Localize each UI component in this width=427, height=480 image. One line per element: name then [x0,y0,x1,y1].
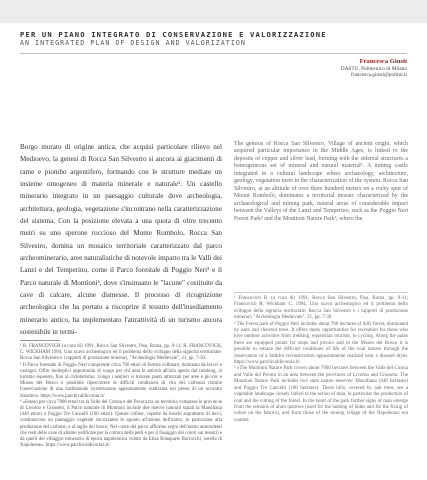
title-italian: PER UN PIANO INTEGRATO DI CONSERVAZIONE E VALORIZZAZIONE [20,30,327,39]
author-name: Francesca Giusti [359,58,407,65]
footnote-en-1: ¹ Francovich R. (a cura di) 1991, Rocca San Silvestro, Pisa, Roma, pp. 9-11; Francovich R, Wickham C. 1994, Uno scavo archeologico ed il problema dello sviluppo della signoria territoriale: Rocca San Silvestro e i rapporti di produzione minerari, "Archeologia Medievale", 21, pp. 7-30. [234,296,408,321]
footnote-rule [20,340,60,341]
footnote-it-3: ³ «Esteso per circa 7000 ettari tra la Valle del Cornia e del Pecora tra un territorio comprese le provincie di Livorno e Grosseto, il Parco naturale di Montioni include due riserve naturali statali la Marsiliana (440 ettari) e Poggio Tre Cancelli (100 ettari). Queste colline, coperte da boschi soprattutto di lecci, costituiscono un paesaggio vegetale riscrizzante lo agonio all'azione dell'uomo, in particolare alla produzione del carbone, e al taglio del bosco. Nel cuore del parco affiorino segni dell'uomo antecedenti che resti delle cave di allume (edificate per la cottura della pelli e per il fissaggio dei colori sui tessuti) e da quelli del villaggio minerario di epoca napoleonica voluto da Elisa Bonaparte Baciocchi, sorella di Napoleone». https://www.parchivaldicornia.it/ [20,399,222,449]
english-paragraph: The genesis of Rocca San Silvestro, Village of ancient origin, which acquired particular importance in the Middle Ages, is linked to the deposits of copper and silver lead, forming with the sidereal structures a homogeneous set of mineral and natural material¹. A mining castle integrated in a cultural landscape where archaeology, architecture, geology, vegetation meet in the characterization of the system. Rocca San Silvestro, at an altitude of over three hundred meters on a rocky spur of Mount Rombolo, dominates a territorial mosaic characterized by the archaeological and mining park, natural areas of considerable impact between the Valleys of the Lanzi and Temperino, such as the Poggio Neri Forest Park² and the Montioni Nature Park³, where the [234,141,408,222]
italian-paragraph: Borgo murato di origine antica, che acquisì particolare rilievo nel Medioevo, la genesi di Rocca San Silvestro si ancora ai giacimenti di rame e piombo argentifero, formando con le strutture mediate un insieme omogeneo di materia minerale e naturale¹. Un castello minerario integrato in un paesaggio culturale dove archeologia, architettura, geologia, vegetazione s'incontrano nella caratterizzazione del sistema. Con la posizione elevata a una quota di oltre trecento metri su uno sperone roccioso del Monte Rombolo, Rocca San Silvestro, domina un mosaico territoriale caratterizzato dal parco archeominerario, aree naturalistiche di notevole impatto tra le Valli dei Lanzi e del Temperino, come il Parco forestale di Poggio Neri² e il Parco naturale di Montioni³, dove s'insinuano le "lacune" costituite da cave di calcare, alcune dismesse. Il processo di ricognizione archeologica che ha portato a riscoprire il tessuto dell'insediamento minerario antico, ha implementato l'attrattività di un turismo ancora sostenibile in termi- [20,143,222,337]
footnote-it-2: ² Il Parco forestale di Poggio Neri comprende circa 700 ettari di foresta collinare, dominata da leccci e castagni. Offre molteplici opportunità di svago per chi ama le attività all'aria aperta dal trekking, al turismo equestre, fino al cicloturismo. Lungo i sentieri si trovano punti attrezzati per aree e pic-nic e Museo del Bosco è possibile ripercorrere le difficili condizioni di vita dei carbonai tramite l'osservazione di una tradizionale ricostruzione appositamente realizzata nei pressi di un accurato dinamico. https://www.parchivaldicornia.it/ [20,362,222,399]
author-block [341,59,407,79]
footnote-en-3: ³ «The Montioni Nature Park covers about 7000 hectares between the Valle del Cornia and Valle del Pecora in an area between the provinces of Livorno and Grosseto. The Montioni Nature Park includes two state nature reserves: Marsiliana (440 hectares) and Poggio Tre Cancelli (100 hectares). These hills, covered by oak trees, are a vegetable landscape closely linked to the action of man, in particular the production of coal and the cutting of the forest. In the heart of the park further signs of man emerge from the remains of alum quarries (used for the tanning of hides and for the fixing of colors on the fabrics), and from those of the mining village of the Napoleonic era wanted [234,366,408,423]
italian-footnotes [20,344,222,449]
author-email[interactable]: francesca.giusti@polimi.it [350,72,407,78]
author-affiliation: DASTU, Politecnico di Milano [340,65,407,72]
english-body [234,141,408,223]
english-footnotes [234,296,408,424]
top-band [0,0,427,23]
title-english: AN INTEGRATED PLAN OF DESIGN AND VALORIZATION [20,39,246,47]
footnote-en-2: ² The Forest park of Poggio Neri includes about 700 hectares of hilly forest, dominated by oaks and chestnut trees. It offers many opportunities for recreation for those who love outdoor activities from trekking, equestrian tourism, to cycling. Along the paths there are equipped points for stops and picnics and in the Museo del Bosco it is possible to retrace the difficult conditions of life of the coal miners through the observation of a faithful reconstruction appositamente realized near a disused dryer. https://www.parchivaldicornia.it/ [234,321,409,366]
english-footnote-rule [234,292,408,293]
italian-body [20,141,222,339]
footnote-it-1: ¹ R. FRANCOVICH (a cura di) 1991, Rocca San Silvestro, Pisa, Roma, pp. 9-11; R. FRANCOVICH, C. WICKHAM 1994, Uno scavo archeologico ed il problema dello sviluppo della signoria territoriale: Rocca San Silvestro e i rapporti di produzione minerari, "Archeologia Medievale", 21, pp. 7-30. [20,344,222,362]
page-header [20,30,420,48]
header-rule [20,53,407,54]
